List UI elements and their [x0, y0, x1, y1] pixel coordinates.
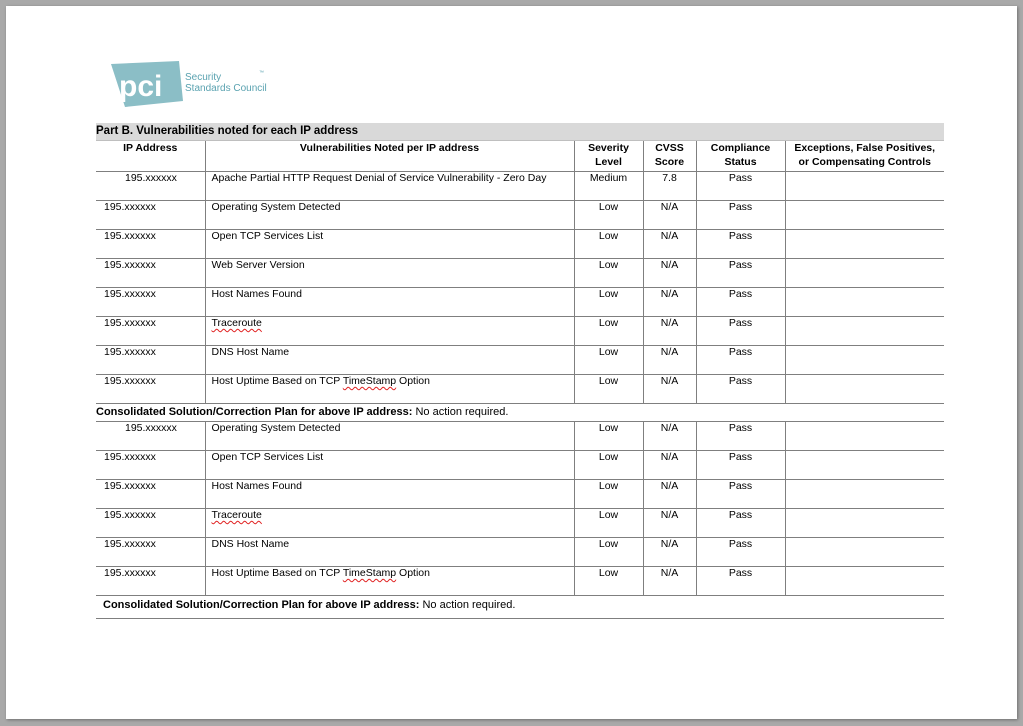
compliance-cell: Pass: [696, 451, 785, 480]
severity-cell: Medium: [574, 172, 643, 201]
header-compliance: Compliance Status: [696, 141, 785, 172]
vulnerability-cell: Web Server Version: [205, 259, 574, 288]
vulnerability-cell: DNS Host Name: [205, 538, 574, 567]
compliance-cell: Pass: [696, 422, 785, 451]
exceptions-cell: [785, 509, 944, 538]
exceptions-cell: [785, 538, 944, 567]
cvss-cell: N/A: [643, 201, 696, 230]
exceptions-cell: [785, 201, 944, 230]
vulnerability-text: TimeStamp: [342, 375, 397, 387]
table-row: [96, 480, 944, 509]
pci-logo: [111, 61, 281, 111]
exceptions-cell: [785, 451, 944, 480]
svg-text:pci: pci: [119, 70, 163, 103]
correction-plan-value: No action required.: [412, 406, 509, 418]
correction-plan-label: Consolidated Solution/Correction Plan for above IP address:: [96, 406, 413, 418]
ip-address-cell: 195.xxxxxx: [96, 172, 205, 201]
compliance-cell: Pass: [696, 509, 785, 538]
correction-plan: [96, 404, 944, 422]
severity-cell: Low: [574, 509, 643, 538]
cvss-cell: N/A: [643, 480, 696, 509]
vulnerability-cell: Open TCP Services List: [205, 230, 574, 259]
cvss-cell: N/A: [643, 375, 696, 404]
header-ip: IP Address: [96, 141, 205, 172]
compliance-cell: Pass: [696, 201, 785, 230]
table-row: [96, 346, 944, 375]
ip-address-cell: 195.xxxxxx: [96, 317, 205, 346]
table-row: [96, 259, 944, 288]
table-row: [96, 317, 944, 346]
table-row: [96, 288, 944, 317]
vulnerability-text: Traceroute: [211, 509, 262, 521]
vulnerability-text: TimeStamp: [342, 567, 397, 579]
table-row: [96, 451, 944, 480]
cvss-cell: N/A: [643, 317, 696, 346]
compliance-cell: Pass: [696, 288, 785, 317]
exceptions-cell: [785, 288, 944, 317]
correction-plan-label: Consolidated Solution/Correction Plan for above IP address:: [103, 599, 420, 611]
trademark-symbol: ™: [259, 70, 264, 76]
ip-address-cell: 195.xxxxxx: [96, 230, 205, 259]
severity-cell: Low: [574, 451, 643, 480]
cvss-cell: N/A: [643, 259, 696, 288]
ip-address-cell: 195.xxxxxx: [96, 288, 205, 317]
compliance-cell: Pass: [696, 346, 785, 375]
exceptions-cell: [785, 346, 944, 375]
vulnerability-cell: [205, 567, 574, 596]
ip-address-cell: 195.xxxxxx: [96, 509, 205, 538]
compliance-cell: Pass: [696, 230, 785, 259]
ip-address-cell: 195.xxxxxx: [96, 422, 205, 451]
header-exceptions: Exceptions, False Positives, or Compensating Controls: [785, 141, 944, 172]
vulnerability-cell: Operating System Detected: [205, 422, 574, 451]
correction-plan-value: No action required.: [419, 599, 516, 611]
severity-cell: Low: [574, 480, 643, 509]
vulnerability-cell: Apache Partial HTTP Request Denial of Service Vulnerability - Zero Day: [205, 172, 574, 201]
vulnerability-cell: Operating System Detected: [205, 201, 574, 230]
vulnerability-text: Host Uptime Based on TCP: [211, 567, 343, 579]
vulnerability-cell: DNS Host Name: [205, 346, 574, 375]
vulnerability-text: Option: [396, 375, 430, 387]
compliance-cell: Pass: [696, 538, 785, 567]
cvss-cell: N/A: [643, 346, 696, 375]
vulnerability-text: Traceroute: [211, 317, 262, 329]
table-row: [96, 509, 944, 538]
pci-logo-text: Security Standards Council: [185, 72, 267, 94]
correction-plan-row: [96, 596, 944, 619]
exceptions-cell: [785, 567, 944, 596]
vulnerability-cell: [205, 509, 574, 538]
document-page: [6, 6, 1017, 719]
table-row: [96, 422, 944, 451]
cvss-cell: 7.8: [643, 172, 696, 201]
ip-address-cell: 195.xxxxxx: [96, 451, 205, 480]
severity-cell: Low: [574, 259, 643, 288]
ip-address-cell: 195.xxxxxx: [96, 538, 205, 567]
vulnerability-cell: [205, 375, 574, 404]
ip-address-cell: 195.xxxxxx: [96, 346, 205, 375]
exceptions-cell: [785, 375, 944, 404]
vulnerability-text: Host Uptime Based on TCP: [211, 375, 343, 387]
table-row: [96, 201, 944, 230]
cvss-cell: N/A: [643, 288, 696, 317]
vulnerability-cell: Host Names Found: [205, 480, 574, 509]
compliance-cell: Pass: [696, 172, 785, 201]
exceptions-cell: [785, 230, 944, 259]
compliance-cell: Pass: [696, 567, 785, 596]
severity-cell: Low: [574, 422, 643, 451]
table-row: [96, 538, 944, 567]
vulnerability-table: [96, 123, 944, 619]
table-row: [96, 567, 944, 596]
exceptions-cell: [785, 172, 944, 201]
ip-address-cell: 195.xxxxxx: [96, 201, 205, 230]
section-title: Part B. Vulnerabilities noted for each IP address: [96, 123, 944, 141]
exceptions-cell: [785, 317, 944, 346]
vulnerability-cell: Open TCP Services List: [205, 451, 574, 480]
exceptions-cell: [785, 259, 944, 288]
severity-cell: Low: [574, 538, 643, 567]
correction-plan-row: [96, 404, 944, 422]
vulnerability-cell: Host Names Found: [205, 288, 574, 317]
severity-cell: Low: [574, 567, 643, 596]
exceptions-cell: [785, 480, 944, 509]
compliance-cell: Pass: [696, 375, 785, 404]
table-row: [96, 375, 944, 404]
compliance-cell: Pass: [696, 317, 785, 346]
cvss-cell: N/A: [643, 451, 696, 480]
correction-plan: [96, 596, 944, 619]
severity-cell: Low: [574, 375, 643, 404]
header-severity: Severity Level: [574, 141, 643, 172]
vulnerability-cell: [205, 317, 574, 346]
header-cvss: CVSS Score: [643, 141, 696, 172]
compliance-cell: Pass: [696, 259, 785, 288]
table-row: [96, 172, 944, 201]
severity-cell: Low: [574, 317, 643, 346]
table-header: [96, 141, 944, 172]
severity-cell: Low: [574, 346, 643, 375]
cvss-cell: N/A: [643, 509, 696, 538]
cvss-cell: N/A: [643, 567, 696, 596]
ip-address-cell: 195.xxxxxx: [96, 375, 205, 404]
severity-cell: Low: [574, 230, 643, 259]
ip-address-cell: 195.xxxxxx: [96, 567, 205, 596]
ip-address-cell: 195.xxxxxx: [96, 259, 205, 288]
header-vulnerabilities: Vulnerabilities Noted per IP address: [205, 141, 574, 172]
vulnerability-text: Option: [396, 567, 430, 579]
severity-cell: Low: [574, 201, 643, 230]
cvss-cell: N/A: [643, 422, 696, 451]
cvss-cell: N/A: [643, 538, 696, 567]
cvss-cell: N/A: [643, 230, 696, 259]
table-row: [96, 230, 944, 259]
severity-cell: Low: [574, 288, 643, 317]
compliance-cell: Pass: [696, 480, 785, 509]
exceptions-cell: [785, 422, 944, 451]
pci-logo-mark-icon: [111, 61, 183, 109]
ip-address-cell: 195.xxxxxx: [96, 480, 205, 509]
